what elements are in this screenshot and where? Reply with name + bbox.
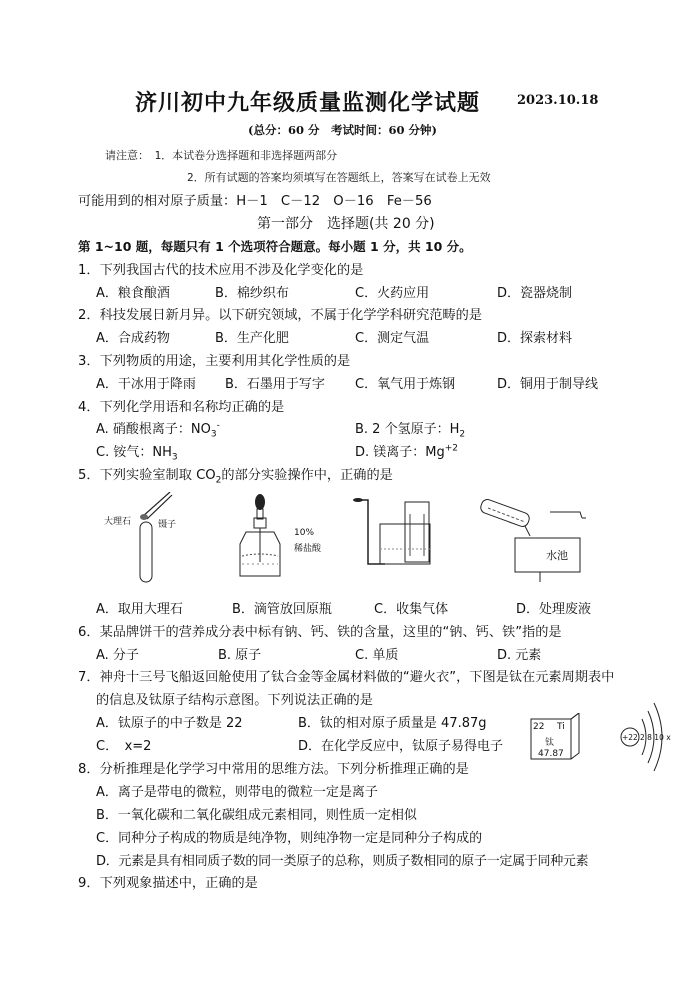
q3-option-b: B．石墨用于写字 xyxy=(225,377,325,392)
q1-option-c: C．火药应用 xyxy=(355,286,430,301)
q7-option-c: C． x=2 xyxy=(96,739,152,754)
q4-stem: 4．下列化学用语和名称均正确的是 xyxy=(78,400,285,415)
q6-option-a: A. 分子 xyxy=(96,648,139,663)
q6-option-b: B. 原子 xyxy=(218,648,262,663)
acid-percent: 10% xyxy=(294,528,315,538)
q4-option-d: D. 镁离子：$Mg^{+2}$ xyxy=(355,443,459,460)
q1-option-d: D．瓷器烧制 xyxy=(497,286,573,301)
q4-option-b: B. 2 个氢原子：$H_2$ xyxy=(355,422,466,440)
ti-electron-shells: 2 8 10 x xyxy=(640,733,671,742)
q7-option-d: D．在化学反应中，钛原子易得电子 xyxy=(298,739,504,754)
q3-option-d: D．铜用于制导线 xyxy=(497,377,599,392)
q5-option-c: C．收集气体 xyxy=(374,602,449,617)
q5-option-d: D．处理废液 xyxy=(516,602,592,617)
exam-date: 2023.10.18 xyxy=(517,93,599,108)
q2-option-c: C．测定气温 xyxy=(355,331,430,346)
exam-title: 济川初中九年级质量监测化学试题 xyxy=(135,90,481,116)
ti-mass: 47.87 xyxy=(538,749,564,759)
q8-option-d: D．元素是具有相同质子数的同一类原子的总称，则质子数相同的原子一定属于同种元素 xyxy=(96,854,589,869)
section-title: 第一部分 选择题(共 20 分) xyxy=(257,216,435,232)
q7-option-a: A．钛原子的中子数是 22 xyxy=(96,716,243,731)
notice-1: 请注意： 1．本试卷分选择题和非选择题两部分 xyxy=(105,149,338,162)
q7-stem-2: 的信息及钛原子结构示意图。下列说法正确的是 xyxy=(96,693,373,708)
q1-stem: 1．下列我国古代的技术应用不涉及化学变化的是 xyxy=(78,263,364,278)
q8-option-a: A．离子是带电的微粒，则带电的微粒一定是离子 xyxy=(96,785,378,800)
marble-label: 大理石 xyxy=(104,517,132,527)
ti-nucleus-charge: +22 xyxy=(622,733,638,742)
q3-stem: 3．下列物质的用途，主要利用其化学性质的是 xyxy=(78,354,351,369)
q5-option-a: A．取用大理石 xyxy=(96,602,183,617)
q1-option-a: A．粮食酿酒 xyxy=(96,286,170,301)
q6-option-d: D. 元素 xyxy=(497,648,542,663)
q2-option-b: B．生产化肥 xyxy=(215,331,289,346)
exam-subtitle: (总分：60 分 考试时间：60 分钟) xyxy=(248,123,437,137)
q1-option-b: B．棉纱织布 xyxy=(215,286,289,301)
marble-tube-figure xyxy=(100,492,190,587)
q9-stem: 9．下列观象描述中，正确的是 xyxy=(78,876,258,891)
q3-option-c: C．氧气用于炼钢 xyxy=(355,377,456,392)
q2-option-a: A．合成药物 xyxy=(96,331,170,346)
q8-stem: 8．分析推理是化学学习中常用的思维方法。下列分析推理正确的是 xyxy=(78,762,469,777)
q4-option-a: A. 硝酸根离子：$NO_3^-$ xyxy=(96,420,220,440)
q5-stem: 5．下列实验室制取 $CO_2$的部分实验操作中，正确的是 xyxy=(78,468,393,486)
acid-label: 稀盐酸 xyxy=(294,544,322,554)
waste-disposal-figure xyxy=(470,494,600,584)
q3-option-a: A．干冰用于降雨 xyxy=(96,377,196,392)
ti-atomic-number: 22 xyxy=(533,722,545,732)
q6-stem: 6．某品牌饼干的营养成分表中标有钠、钙、铁的含量，这里的“钠、钙、铁”指的是 xyxy=(78,625,562,640)
ti-symbol: Ti xyxy=(557,722,565,732)
tweezers-label: 镊子 xyxy=(158,520,177,530)
q7-option-b: B．钛的相对原子质量是 47.87g xyxy=(298,716,487,731)
q7-stem-1: 7．神舟十三号飞船返回舱使用了钛合金等金属材料做的“避火衣”，下图是钛在元素周期表中 xyxy=(78,670,615,685)
notice-2: 2．所有试题的答案均须填写在答题纸上，答案写在试卷上无效 xyxy=(187,171,491,184)
q5-option-b: B．滴管放回原瓶 xyxy=(232,602,332,617)
ti-name: 钛 xyxy=(545,738,555,748)
atomic-masses: 可能用到的相对原子质量：H－1 C－12 O－16 Fe－56 xyxy=(78,194,432,209)
q2-stem: 2．科技发展日新月异。以下研究领域，不属于化学学科研究范畴的是 xyxy=(78,308,483,323)
q2-option-d: D．探索材料 xyxy=(497,331,573,346)
q4-option-c: C. 铵气：$NH_3$ xyxy=(96,445,178,463)
q8-option-c: C．同种分子构成的物质是纯净物，则纯净物一定是同种分子构成的 xyxy=(96,831,483,846)
dropper-bottle-figure xyxy=(236,492,296,582)
section-instruction: 第 1~10 题，每题只有 1 个选项符合题意。每小题 1 分，共 10 分。 xyxy=(78,239,472,254)
gas-collection-figure xyxy=(350,494,440,574)
pool-label: 水池 xyxy=(546,549,568,562)
q8-option-b: B．一氧化碳和二氧化碳组成元素相同，则性质一定相似 xyxy=(96,808,417,823)
q6-option-c: C. 单质 xyxy=(355,648,399,663)
